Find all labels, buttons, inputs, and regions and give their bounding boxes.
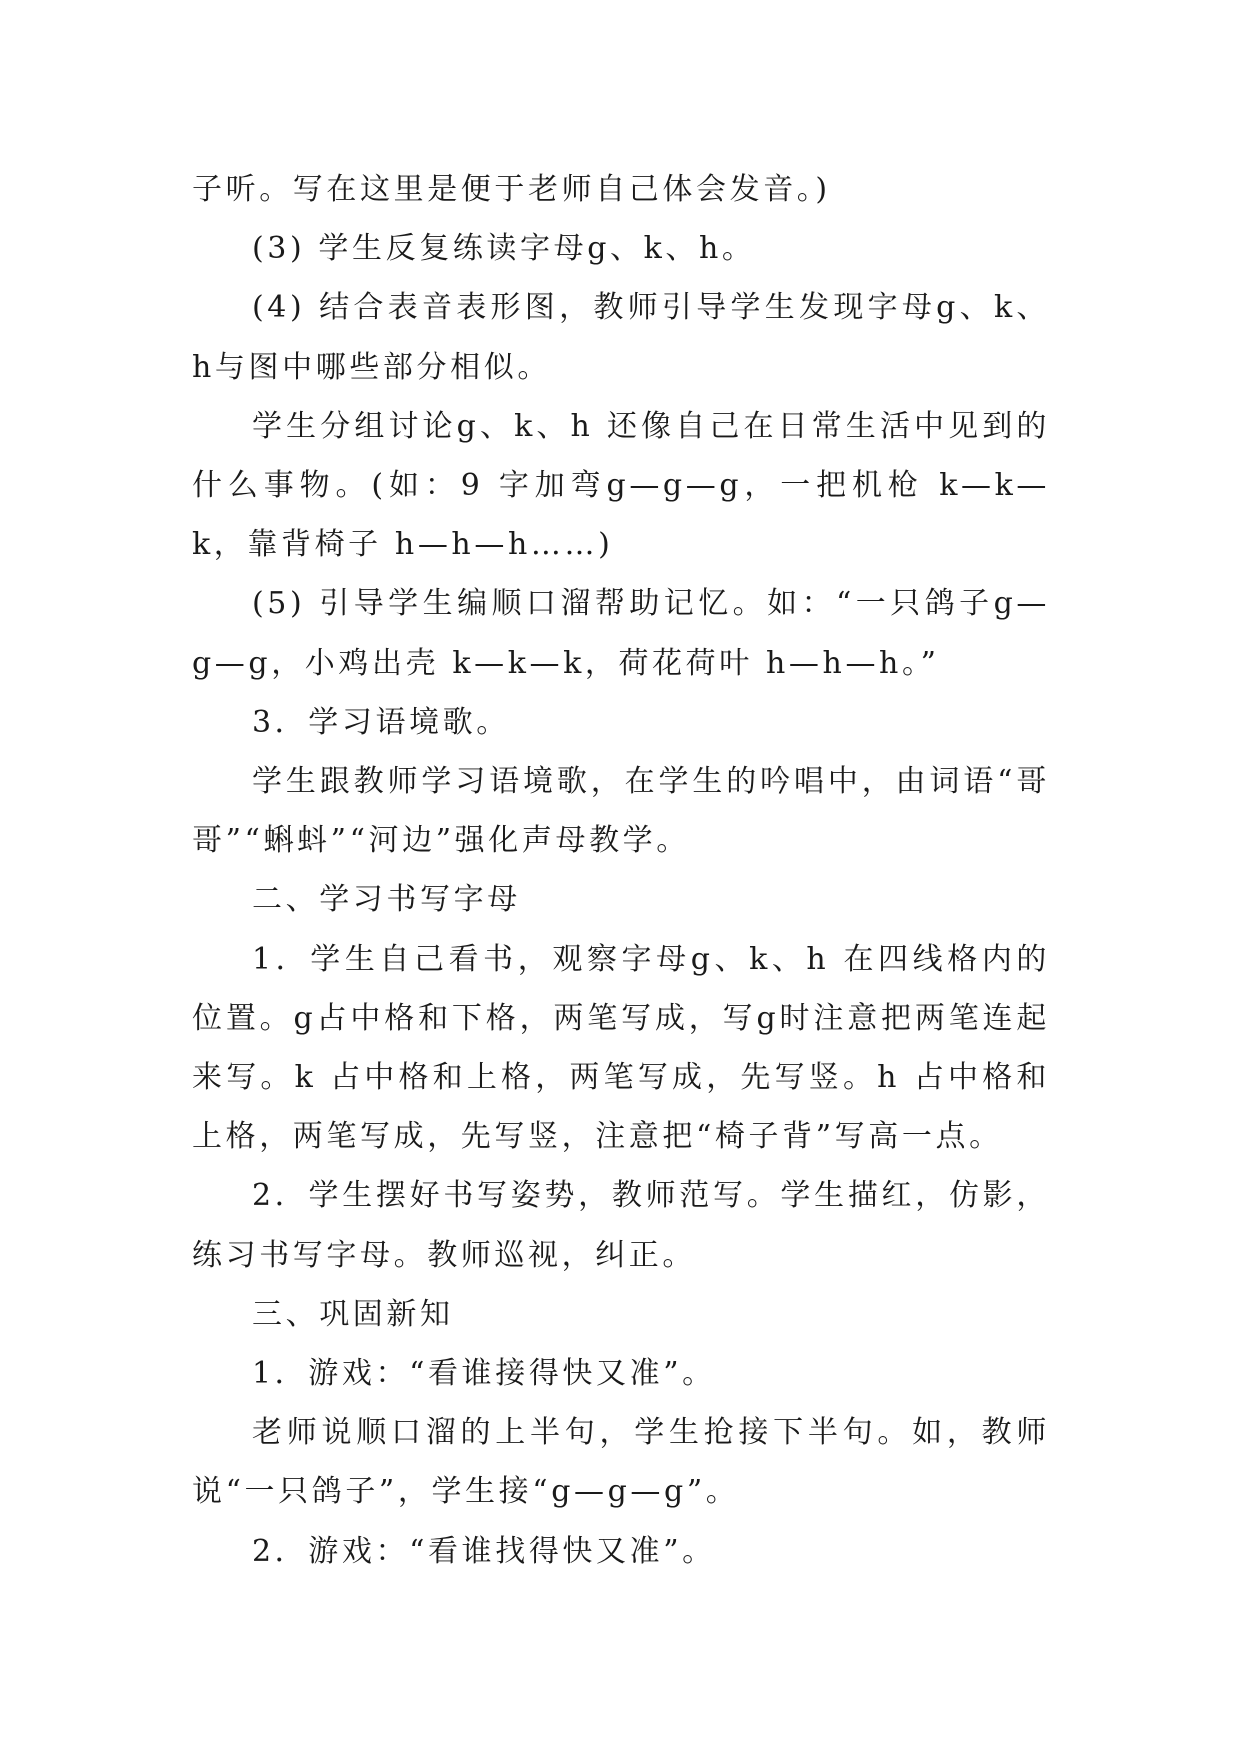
paragraph: 学生分组讨论g、k、h 还像自己在日常生活中见到的什么事物。(如：9 字加弯g—g—g，一把机枪 k—k—k，靠背椅子 h—h—h……) [192, 408, 1050, 563]
paragraph: 老师说顺口溜的上半句，学生抢接下半句。如，教师说“一只鸽子”，学生接“g—g—g”。 [192, 1415, 1050, 1510]
paragraph: 1．学生自己看书，观察字母g、k、h 在四线格内的位置。g占中格和下格，两笔写成，写g时注意把两笔连起来写。k 占中格和上格，两笔写成，先写竖。h 占中格和上格，两笔写成，先写竖，注意把“椅子背”写高一点。 [192, 941, 1050, 1155]
paragraph: 2．游戏：“看谁找得快又准”。 [252, 1533, 716, 1569]
paragraph: (3) 学生反复练读字母g、k、h。 [252, 231, 756, 267]
paragraph: 学生跟教师学习语境歌，在学生的吟唱中，由词语“哥哥”“蝌蚪”“河边”强化声母教学。 [192, 764, 1050, 859]
paragraph: (4) 结合表音表形图，教师引导学生发现字母g、k、h与图中哪些部分相似。 [192, 290, 1050, 385]
paragraph: 2．学生摆好书写姿势，教师范写。学生描红，仿影，练习书写字母。教师巡视，纠正。 [192, 1178, 1050, 1273]
paragraph: 子听。写在这里是便于老师自己体会发音。) [192, 172, 831, 207]
paragraph: 3．学习语境歌。 [252, 704, 510, 740]
section-heading: 二、学习书写字母 [252, 882, 521, 918]
document-body [192, 160, 1050, 1581]
paragraph: (5) 引导学生编顺口溜帮助记忆。如：“一只鸽子g—g—g，小鸡出壳 k—k—k，荷花荷叶 h—h—h。” [192, 586, 1050, 681]
paragraph: 1．游戏：“看谁接得快又准”。 [252, 1356, 716, 1392]
section-heading: 三、巩固新知 [252, 1296, 454, 1332]
